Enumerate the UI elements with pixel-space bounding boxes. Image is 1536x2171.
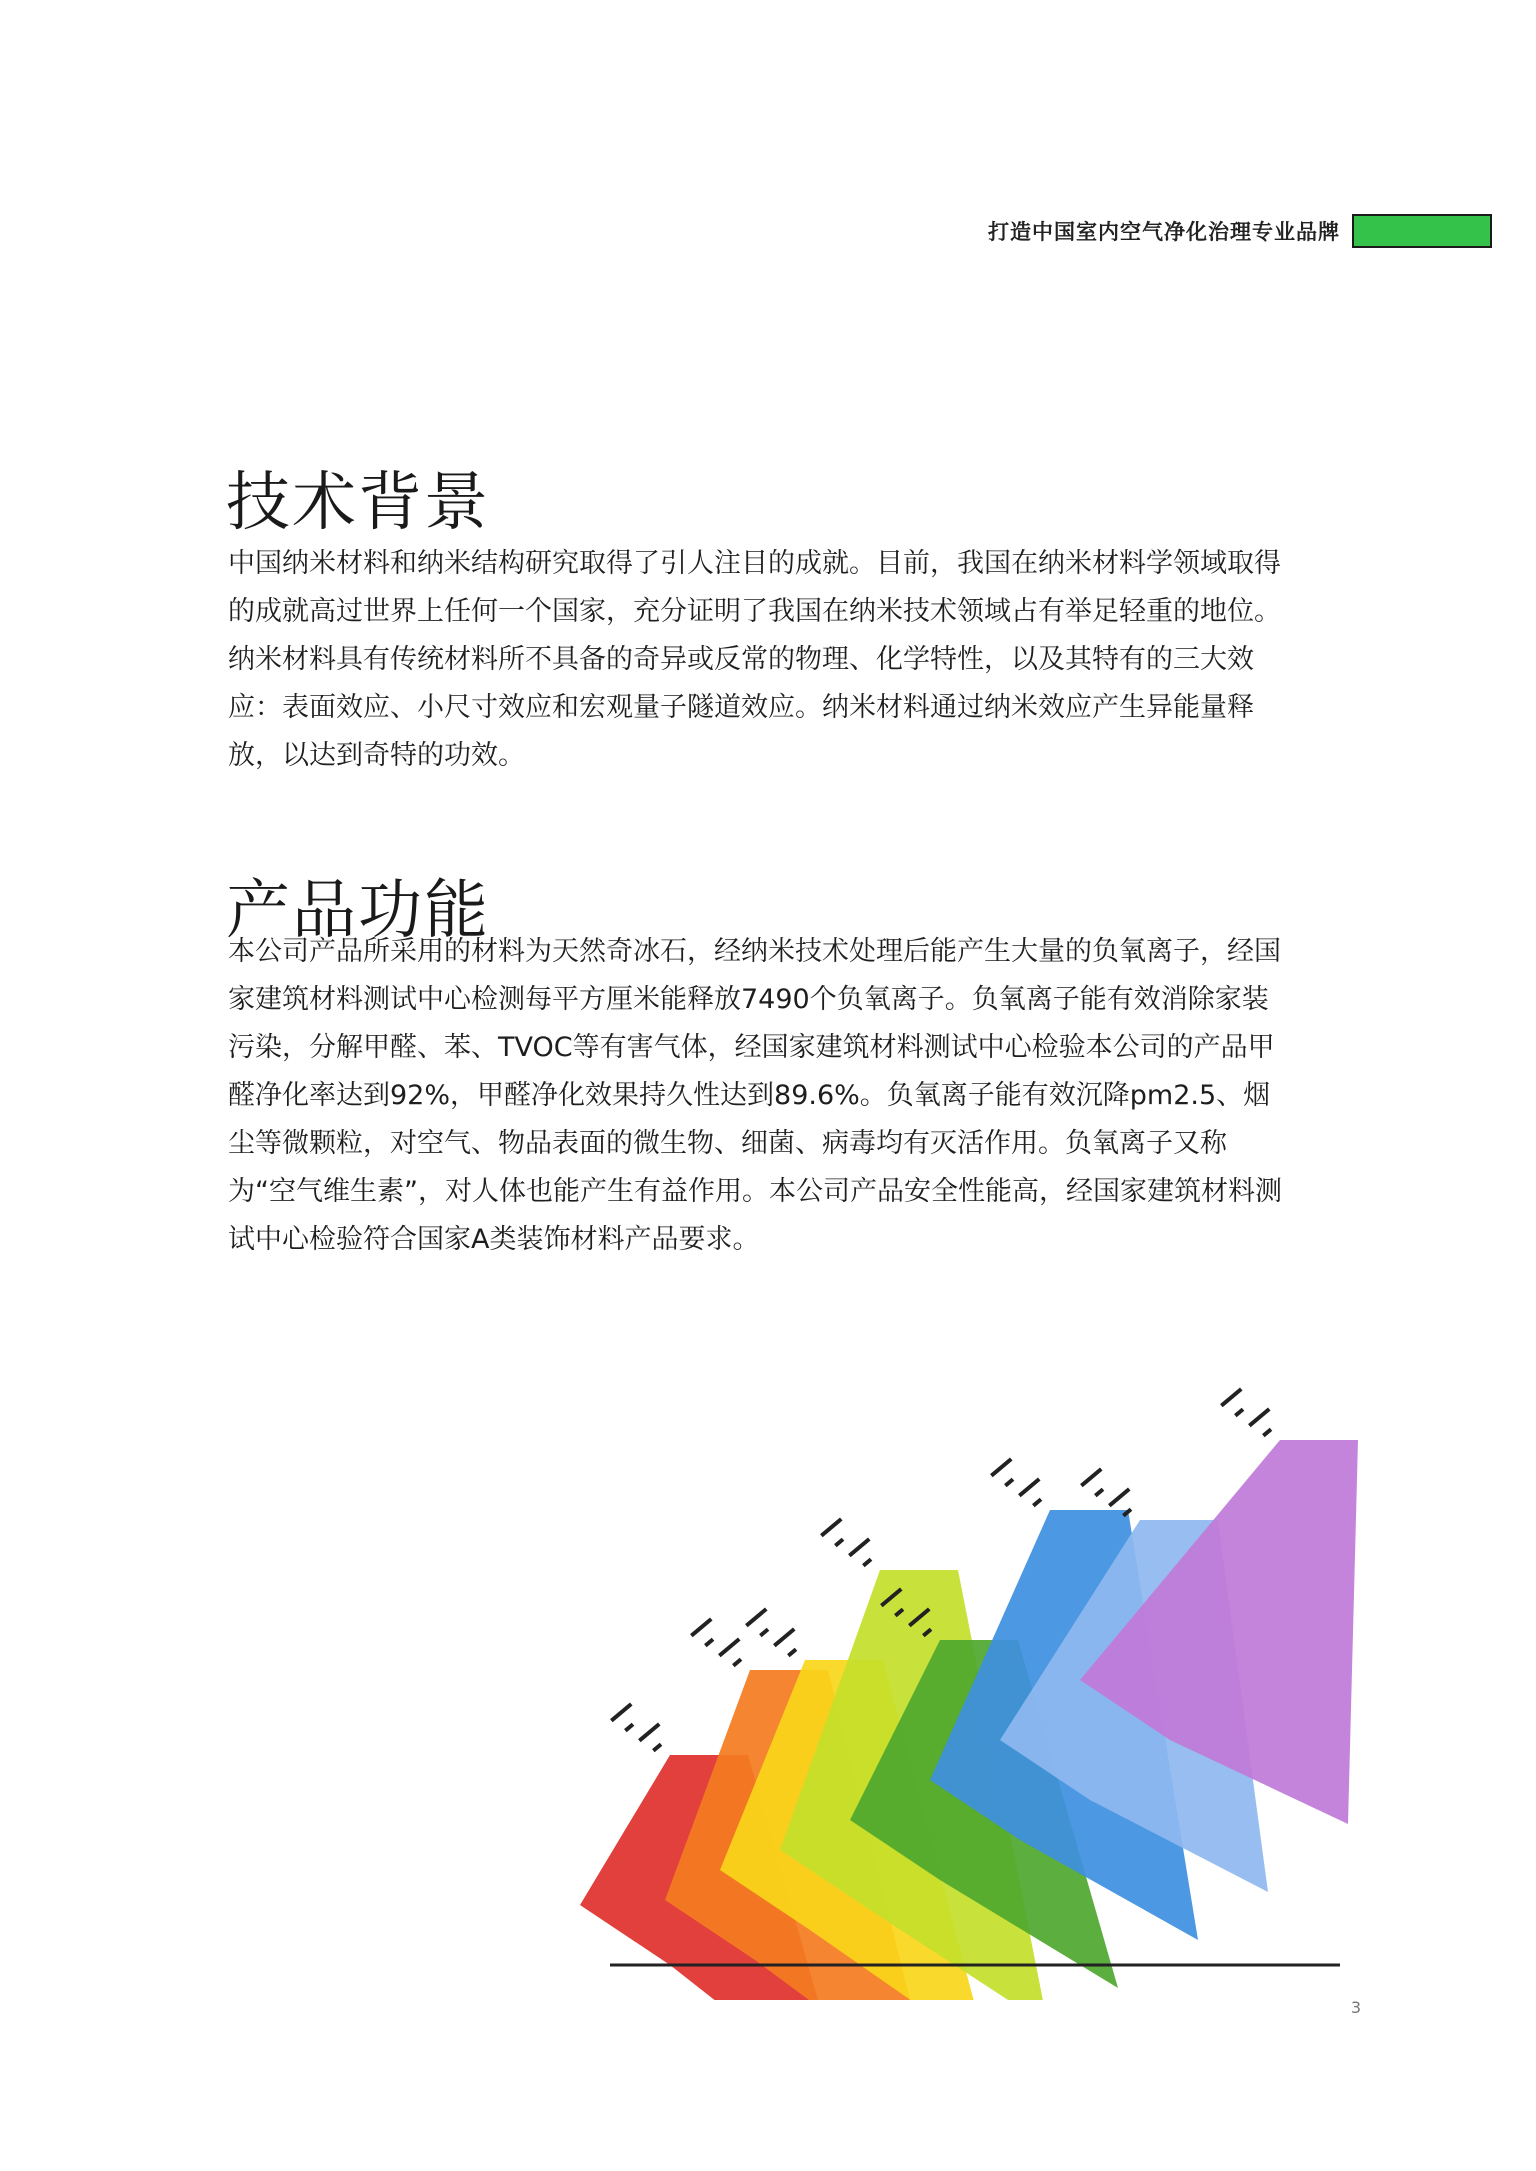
paint-splatter [773, 1627, 795, 1647]
section-title-tech-background: 技术背景 [226, 465, 490, 540]
section-body-tech-background: 中国纳米材料和纳米结构研究取得了引人注目的成就。目前，我国在纳米材料学领域取得的成就高过世界上任何一个国家，充分证明了我国在纳米技术领域占有举足轻重的地位。纳米材料具有传统材料所不具备的奇异或反常的物理、化学特性，以及其特有的三大效应：表面效应、小尺寸效应和宏观量子隧道效应。纳米材料通过纳米效应产生异能量释放，以达到奇特的功效。 [228, 548, 1281, 771]
rainbow-stripes-graphic [520, 1360, 1380, 2000]
paint-splatter [704, 1638, 714, 1647]
paint-splatter [610, 1702, 632, 1722]
paint-splatter [1080, 1467, 1102, 1487]
paint-splatter [787, 1648, 797, 1657]
section-title-product-function: 产品功能 [226, 873, 490, 948]
paint-splatter [820, 1517, 842, 1537]
paint-splatter [759, 1628, 769, 1637]
paint-splatter [638, 1722, 660, 1742]
paint-splatter [1262, 1428, 1272, 1437]
paint-splatter [834, 1538, 844, 1547]
header-tagline: 打造中国室内空气净化治理专业品牌 [988, 220, 1340, 244]
paint-splatter [862, 1558, 872, 1567]
paint-splatter [745, 1607, 767, 1627]
paint-splatter [652, 1743, 662, 1752]
paint-splatter [732, 1658, 742, 1667]
paint-splatter [690, 1617, 712, 1637]
page-header [988, 214, 1492, 248]
paint-splatter [1032, 1498, 1042, 1507]
section-body-product-function: 本公司产品所采用的材料为天然奇冰石，经纳米技术处理后能产生大量的负氧离子，经国家建筑材料测试中心检测每平方厘米能释放7490个负氧离子。负氧离子能有效消除家装污染，分解甲醛、苯、TVOC等有害气体，经国家建筑材料测试中心检验本公司的产品甲醛净化率达到92%，甲醛净化效果持久性达到89.6%。负氧离子能有效沉降pm2.5、烟尘等微颗粒，对空气、物品表面的微生物、细菌、病毒均有灭活作用。负氧离子又称为“空气维生素”，对人体也能产生有益作用。本公司产品安全性能高，经国家建筑材料测试中心检验符合国家A类装饰材料产品要求。 [228, 936, 1282, 1255]
paint-splatter [624, 1723, 634, 1732]
paint-splatter [1248, 1407, 1270, 1427]
paint-splatter [1094, 1488, 1104, 1497]
page-number: 3 [1350, 1998, 1361, 2017]
paint-splatter [1220, 1387, 1242, 1407]
header-accent-bar [1352, 214, 1492, 248]
paint-splatter [848, 1537, 870, 1557]
paint-splatter [718, 1637, 740, 1657]
paint-splatter [1018, 1477, 1040, 1497]
paint-splatter [1004, 1478, 1014, 1487]
paint-splatter [990, 1457, 1012, 1477]
paint-splatter [1108, 1487, 1130, 1507]
paint-splatter [1234, 1408, 1244, 1417]
